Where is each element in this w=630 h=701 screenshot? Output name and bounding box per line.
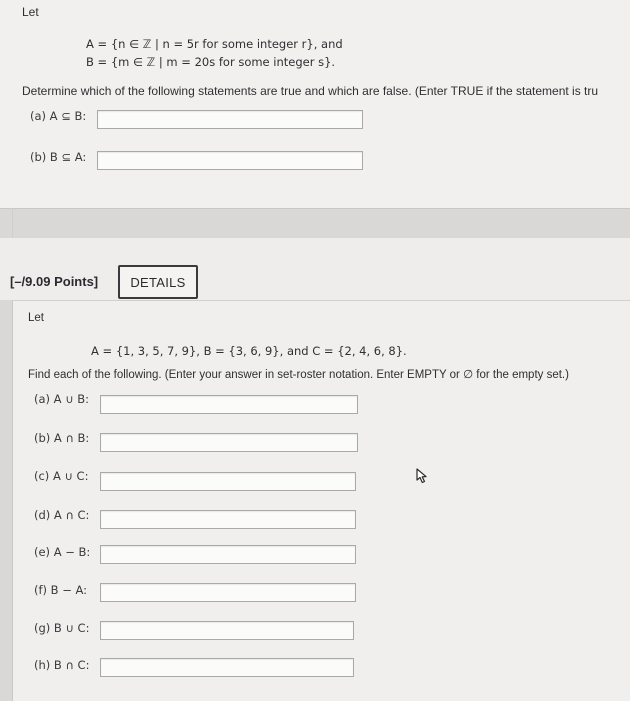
q1-part-b-label: (b) B ⊆ A: — [30, 150, 87, 164]
q1-part-a-input[interactable] — [97, 110, 363, 129]
q2-let-text: Let — [28, 312, 44, 324]
q2-part-h-label: (h) B ∩ C: — [34, 658, 90, 672]
q2-part-g-input[interactable] — [100, 621, 354, 640]
q2-part-d-label: (d) A ∩ C: — [34, 508, 90, 522]
q2-part-a-label: (a) A ∪ B: — [34, 392, 90, 406]
q2-instruction: Find each of the following. (Enter your answer in set-roster notation. Enter EMPTY or ∅ for the empty set.) — [28, 369, 569, 381]
q2-part-e-input[interactable] — [100, 545, 356, 564]
q2-part-c-label: (c) A ∪ C: — [34, 469, 89, 483]
q2-part-d-input[interactable] — [100, 510, 356, 529]
q2-part-c-input[interactable] — [100, 472, 356, 491]
q1-set-b-definition: B = {m ∈ ℤ | m = 20s for some integer s}. — [86, 55, 336, 69]
q2-part-b-input[interactable] — [100, 433, 358, 452]
q1-instruction: Determine which of the following statements are true and which are false. (Enter TRUE if the statement is tru — [22, 84, 599, 98]
q1-let-text: Let — [22, 5, 39, 19]
q1-part-a-label: (a) A ⊆ B: — [30, 109, 87, 123]
q2-set-definition: A = {1, 3, 5, 7, 9}, B = {3, 6, 9}, and C = {2, 4, 6, 8}. — [91, 344, 407, 358]
q2-part-h-input[interactable] — [100, 658, 354, 677]
panel-divider — [12, 208, 13, 238]
points-label: [–/9.09 Points] — [10, 274, 99, 289]
q2-part-f-label: (f) B − A: — [34, 583, 88, 597]
q2-part-b-label: (b) A ∩ B: — [34, 431, 90, 445]
question-2-header — [0, 238, 630, 300]
details-button[interactable]: DETAILS — [118, 265, 198, 299]
q1-part-b-input[interactable] — [97, 151, 363, 170]
mouse-pointer-icon — [416, 468, 430, 484]
question-1-panel — [0, 0, 630, 209]
q1-set-a-definition: A = {n ∈ ℤ | n = 5r for some integer r}, and — [86, 37, 343, 51]
q2-part-g-label: (g) B ∪ C: — [34, 621, 90, 635]
question-2-panel — [12, 300, 630, 701]
q2-part-a-input[interactable] — [100, 395, 358, 414]
q2-part-f-input[interactable] — [100, 583, 356, 602]
q2-part-e-label: (e) A − B: — [34, 545, 91, 559]
